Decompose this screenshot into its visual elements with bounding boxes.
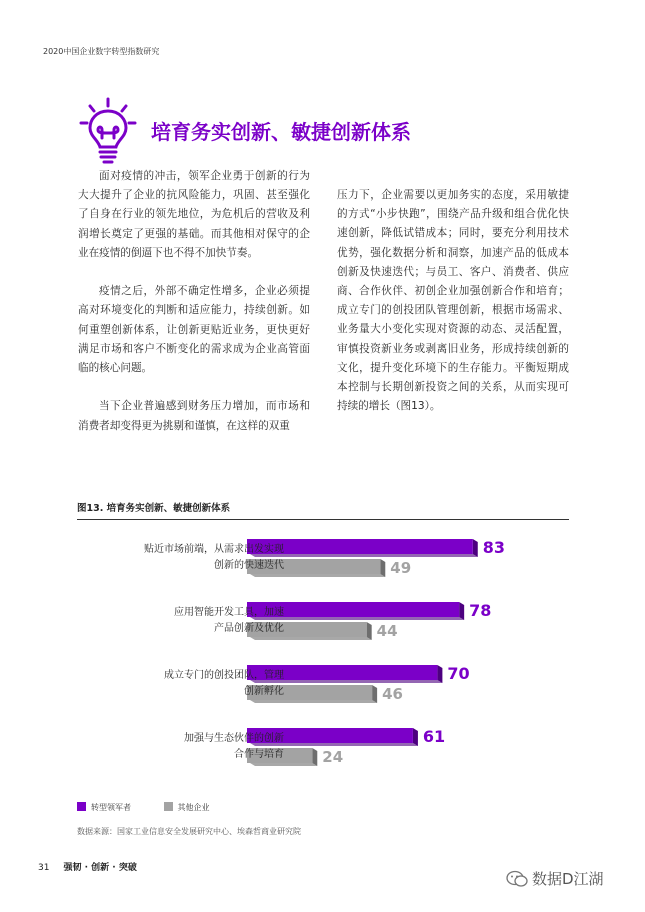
page-title: 培育务实创新、敏捷创新体系 (151, 120, 411, 144)
data-source: 数据来源：国家工业信息安全发展研究中心、埃森哲商业研究院 (77, 827, 301, 836)
bar-shadow (250, 637, 372, 640)
bar-side (367, 622, 372, 640)
category-label (84, 605, 284, 637)
category-label (84, 731, 284, 763)
legend-swatch-leaders (77, 802, 86, 811)
bar-value-label: 46 (382, 685, 403, 703)
page-footer (38, 860, 137, 873)
paragraph: 当下企业普遍感到财务压力增加，而市场和消费者却变得更为挑剔和谨慎，在这样的双重 (78, 400, 310, 432)
category-label-line: 创新的快速迭代 (214, 560, 284, 571)
wechat-icon (506, 870, 528, 888)
chart-legend (77, 802, 240, 813)
category-label (84, 668, 284, 700)
legend-label: 转型领军者 (91, 803, 131, 812)
watermark (506, 868, 604, 889)
bar-side (312, 748, 317, 766)
category-label-line: 加强与生态伙伴的创新 (184, 733, 284, 744)
body-right-column (337, 186, 569, 436)
bar-side (413, 728, 418, 746)
bar-value-label: 78 (469, 601, 492, 620)
footer-label: 强韧 · 创新 · 突破 (63, 863, 137, 873)
category-label-line: 合作与培育 (234, 749, 284, 760)
bar-side (459, 602, 464, 620)
bar-side (437, 665, 442, 683)
category-label-line: 成立专门的创投团队，管理 (164, 670, 284, 681)
figure-title: 图13. 培育务实创新、敏捷创新体系 (77, 503, 231, 514)
running-header: 2020中国企业数字转型指数研究 (43, 47, 160, 56)
bar-side (380, 559, 385, 577)
paragraph: 面对疫情的冲击，领军企业勇于创新的行为大大提升了企业的抗风险能力，巩固、甚至强化了自身在行业的领先地位，为危机后的营收及利润增长奠定了更强的基础。而其他相对保守的企业在疫情的倒逼下也不得不加快节奏。 (78, 170, 310, 259)
lightbulb-icon (78, 97, 138, 167)
legend-item-others (164, 802, 210, 813)
bar-value-label: 70 (447, 664, 470, 683)
legend-swatch-others (164, 802, 173, 811)
category-label-line: 创新孵化 (244, 686, 284, 697)
category-label-line: 产品创新及优化 (214, 623, 284, 634)
paragraph: 压力下，企业需要以更加务实的态度，采用敏捷的方式“小步快跑”，围绕产品升级和组合优化快速创新，降低试错成本；同时，要充分利用技术优势，强化数据分析和洞察，加速产品的低成本创新及快速迭代；与员工、客户、消费者、供应商、合作伙伴、初创企业加强创新合作和培育；成立专门的创投团队管理创新，根据市场需求、业务量大小变化实现对资源的动态、灵活配置，审慎投资新业务或剥离旧业务，形成持续创新的文化，提升变化环境下的生存能力。平衡短期成本控制与长期创新投资之间的关系，从而实现可持续的增长（图13）。 (337, 189, 569, 413)
bar-value-label: 61 (422, 727, 446, 746)
bar-shadow (250, 554, 478, 557)
bar-shadow (250, 763, 317, 766)
bar-shadow (250, 574, 385, 577)
category-label (84, 542, 284, 574)
category-label-line: 应用智能开发工具，加速 (174, 607, 284, 618)
bar-shadow (250, 700, 377, 703)
watermark-text: 数据D江湖 (532, 870, 604, 888)
page-number: 31 (38, 863, 50, 873)
bar-value-label: 83 (482, 538, 506, 557)
legend-label: 其他企业 (177, 803, 210, 812)
paragraph: 疫情之后，外部不确定性增多，企业必须提高对环境变化的判断和适应能力，持续创新。如何重塑创新体系，让创新更贴近业务，更快更好满足市场和客户不断变化的需求成为企业高管面临的核心问题。 (78, 285, 310, 375)
bar-value-label: 44 (376, 622, 398, 640)
legend-item-leaders (77, 802, 131, 813)
figure-divider (77, 519, 569, 520)
bar-value-label: 49 (390, 559, 412, 577)
bar-value-label: 24 (322, 748, 344, 766)
bar-chart (60, 528, 580, 788)
category-label-line: 贴近市场前端，从需求出发实现 (144, 544, 284, 555)
body-left-column (78, 167, 310, 455)
bar-side (372, 685, 377, 703)
bar-side (473, 539, 478, 557)
